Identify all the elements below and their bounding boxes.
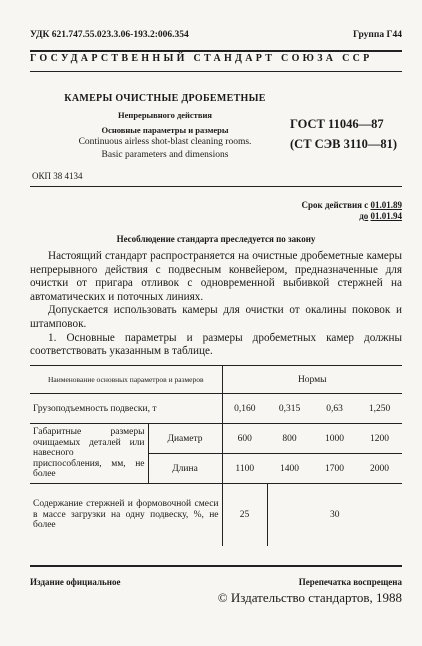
table-header-row: [30, 366, 402, 394]
banner-rule: [30, 71, 402, 72]
table-cell: 1000: [325, 433, 344, 444]
title-block: [60, 93, 270, 161]
table-cell: 0,160: [222, 394, 267, 424]
official-edition: Издание официальное: [30, 577, 121, 587]
row-label: Содержание стержней и формовочной смеси в массе загрузки на одну подвеску, %, не более: [33, 499, 219, 530]
body-text: [30, 250, 402, 359]
page-header: [30, 30, 402, 40]
group-code: Группа Г44: [353, 30, 402, 40]
document-title: КАМЕРЫ ОЧИСТНЫЕ ДРОБЕМЕТНЫЕ: [64, 93, 266, 104]
validity-to: 01.01.94: [370, 211, 402, 221]
table-cell: 30: [267, 484, 402, 546]
document-subtitle-2: Основные параметры и размеры: [101, 125, 229, 135]
table-cell: 2000: [370, 463, 389, 474]
sub-label: Длина: [148, 454, 222, 484]
state-standard-banner: ГОСУДАРСТВЕННЫЙ СТАНДАРТ СОЮЗА ССР: [30, 53, 373, 64]
table-cell: 600: [222, 424, 267, 454]
st-sev-number: (СТ СЭВ 3110—81): [290, 137, 398, 151]
table-cell: 1200: [370, 433, 389, 444]
law-notice: Несоблюдение стандарта преследуется по закону: [116, 234, 316, 244]
english-title-1: Continuous airless shot-blast cleaning rooms.: [78, 137, 252, 147]
table-cell: 1,250: [368, 403, 391, 414]
table-row: [30, 424, 402, 454]
table-cell: 800: [282, 433, 297, 444]
gost-number: [290, 114, 397, 154]
row-label: Грузоподъемность подвески, т: [33, 403, 157, 414]
paragraph: Допускается использовать камеры для очистки от окалины поковок и штамповок.: [30, 304, 402, 330]
table-cell: 1700: [325, 463, 344, 474]
table-cell: 0,315: [278, 403, 301, 414]
sub-label: Диаметр: [148, 424, 222, 454]
english-title-2: Basic parameters and dimensions: [101, 150, 229, 160]
validity-to-label: до: [359, 211, 369, 221]
footer-rule: [30, 565, 402, 567]
parameters-table: [30, 365, 402, 546]
paragraph: 1. Основные параметры и размеры дробеметных камер должны соответствовать указанным в таблице.: [30, 331, 402, 358]
table-cell: 1100: [222, 454, 267, 484]
table-row: [30, 394, 402, 424]
reprint-prohibited: Перепечатка воспрещена: [298, 577, 402, 587]
copyright: © Издательство стандартов, 1988: [217, 590, 402, 605]
validity-from: 01.01.89: [370, 200, 402, 210]
table-cell: 1400: [280, 463, 299, 474]
okp-rule: [30, 186, 402, 187]
validity-period: [302, 200, 403, 222]
header-norms: Нормы: [222, 366, 402, 394]
header-param: Наименование основных параметров и размеров: [47, 375, 204, 384]
row-label: Габаритные размеры очищаемых деталей или навесного приспособления, мм, не более: [33, 427, 145, 480]
document-subtitle: Непрерывного действия: [118, 110, 212, 120]
validity-label: Срок действия с: [301, 200, 369, 210]
top-rule: [30, 50, 402, 52]
gost-number-line: ГОСТ 11046—87: [290, 117, 384, 131]
udk-code: УДК 621.747.55.023.3.06-193.2:006.354: [30, 30, 189, 40]
okp-code: ОКП 38 4134: [32, 171, 83, 181]
table-cell: 0,63: [326, 403, 343, 414]
table-cell: 25: [222, 484, 267, 546]
table-row: [30, 484, 402, 546]
paragraph: Настоящий стандарт распространяется на очистные дробеметные камеры непрерывного действия с подвесным конвейером, предназначенные для очистки от пригара отливок с одновременной выбивкой стержней на автоматических и поточных линиях.: [30, 250, 402, 303]
